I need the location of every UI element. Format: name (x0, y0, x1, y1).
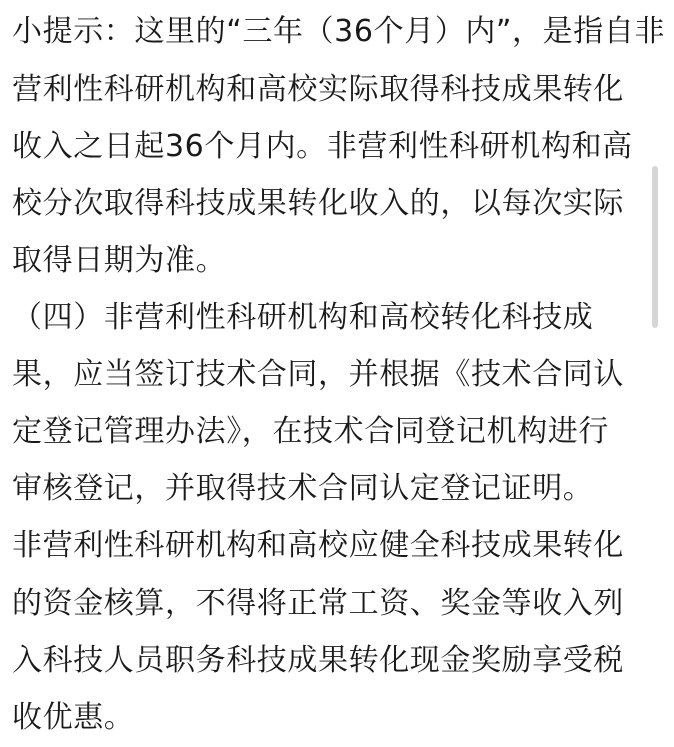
text-line: 营利性科研机构和高校实际取得科技成果转化 (12, 72, 624, 107)
text-line: 收入之日起36个月内。非营利性科研机构和高 (12, 129, 633, 164)
text-line: 非营利性科研机构和高校应健全科技成果转化 (12, 528, 624, 563)
text-line: 审核登记，并取得技术合同认定登记证明。 (12, 471, 594, 506)
text-line: 的资金核算，不得将正常工资、奖金等收入列 (12, 586, 624, 621)
text-line: 校分次取得科技成果转化收入的，以每次实际 (12, 186, 624, 221)
scrollbar[interactable] (650, 0, 660, 747)
text-line: 取得日期为准。 (12, 243, 227, 278)
text-line: 入科技人员职务科技成果转化现金奖励享受税 (12, 643, 624, 678)
text-line: 定登记管理办法》，在技术合同登记机构进行 (12, 414, 609, 449)
scrollbar-thumb[interactable] (652, 166, 658, 328)
text-line: （四）非营利性科研机构和高校转化科技成 (12, 300, 594, 335)
text-line: 果，应当签订技术合同，并根据《技术合同认 (12, 357, 624, 392)
text-line: 小提示：这里的“三年（36个月）内”，是指自非 (12, 14, 666, 49)
text-line: 收优惠。 (12, 700, 135, 735)
